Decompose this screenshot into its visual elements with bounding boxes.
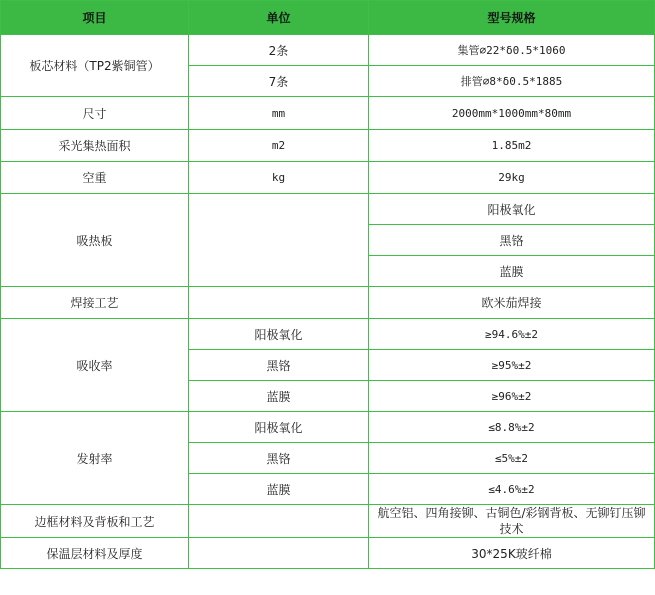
row-label-emittance: 发射率 <box>1 412 189 505</box>
cell-spec: ≥95%±2 <box>369 350 655 381</box>
cell-spec: 30*25K玻纤棉 <box>369 538 655 569</box>
cell-unit: 阳极氧化 <box>189 319 369 350</box>
cell-spec: 29kg <box>369 162 655 194</box>
table-row <box>1 412 655 443</box>
header-item: 项目 <box>1 1 189 35</box>
cell-spec: ≤4.6%±2 <box>369 474 655 505</box>
cell-spec: 欧米茄焊接 <box>369 287 655 319</box>
table-row <box>1 162 655 194</box>
row-label-absorber: 吸热板 <box>1 194 189 287</box>
cell-unit <box>189 194 369 287</box>
cell-spec: ≤8.8%±2 <box>369 412 655 443</box>
cell-spec: 1.85m2 <box>369 130 655 162</box>
table-row <box>1 319 655 350</box>
header-spec: 型号规格 <box>369 1 655 35</box>
cell-spec: 蓝膜 <box>369 256 655 287</box>
cell-unit: 蓝膜 <box>189 474 369 505</box>
row-label-frame: 边框材料及背板和工艺 <box>1 505 189 538</box>
table-row <box>1 194 655 225</box>
cell-unit: kg <box>189 162 369 194</box>
cell-unit: 7条 <box>189 66 369 97</box>
table-row <box>1 505 655 538</box>
cell-unit <box>189 287 369 319</box>
cell-unit: m2 <box>189 130 369 162</box>
cell-unit <box>189 505 369 538</box>
cell-unit: mm <box>189 97 369 130</box>
cell-spec: 航空铝、四角接铆、古铜色/彩钢背板、无铆钉压铆技术 <box>369 505 655 538</box>
table-row <box>1 538 655 569</box>
cell-unit: 2条 <box>189 35 369 66</box>
row-label-insulation: 保温层材料及厚度 <box>1 538 189 569</box>
row-label-area: 采光集热面积 <box>1 130 189 162</box>
table-row <box>1 287 655 319</box>
table-row <box>1 35 655 66</box>
cell-unit: 阳极氧化 <box>189 412 369 443</box>
cell-unit: 黑铬 <box>189 350 369 381</box>
header-row <box>1 1 655 35</box>
table-row <box>1 130 655 162</box>
cell-spec: 集管∅22*δ0.5*1060 <box>369 35 655 66</box>
row-label-size: 尺寸 <box>1 97 189 130</box>
row-label-weight: 空重 <box>1 162 189 194</box>
cell-spec: 2000mm*1000mm*80mm <box>369 97 655 130</box>
cell-spec: ≤5%±2 <box>369 443 655 474</box>
cell-spec: 黑铬 <box>369 225 655 256</box>
row-label-welding: 焊接工艺 <box>1 287 189 319</box>
cell-unit: 蓝膜 <box>189 381 369 412</box>
cell-unit <box>189 538 369 569</box>
row-label-core-material: 板芯材料（TP2紫铜管） <box>1 35 189 97</box>
cell-spec: 排管∅8*δ0.5*1885 <box>369 66 655 97</box>
cell-spec: ≥94.6%±2 <box>369 319 655 350</box>
row-label-absorptance: 吸收率 <box>1 319 189 412</box>
cell-spec: 阳极氧化 <box>369 194 655 225</box>
table-row <box>1 97 655 130</box>
cell-unit: 黑铬 <box>189 443 369 474</box>
header-unit: 单位 <box>189 1 369 35</box>
cell-spec: ≥96%±2 <box>369 381 655 412</box>
